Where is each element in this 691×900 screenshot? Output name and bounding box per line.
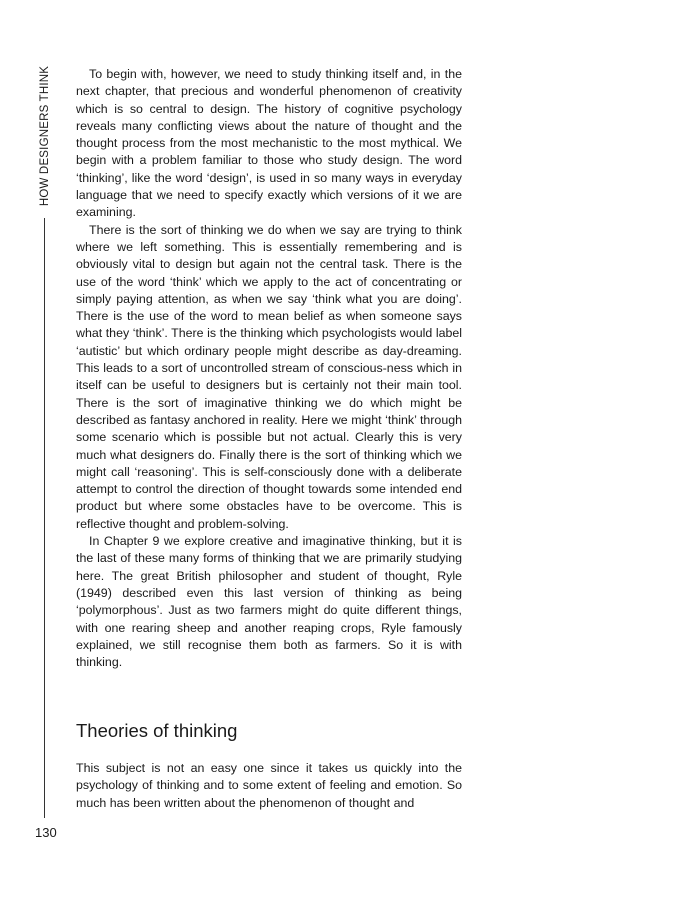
section-paragraph: This subject is not an easy one since it takes us quickly into the psychology of thinking and to some extent of feeling and emotion. So much has been written about the phenomenon of thought and xyxy=(76,761,462,810)
margin-rule xyxy=(44,218,45,818)
section-heading: Theories of thinking xyxy=(76,720,238,741)
running-head-text: HOW DESIGNERS THINK xyxy=(39,65,51,207)
paragraph-2: There is the sort of thinking we do when we say are trying to think where we left something. This is essentially remembering and is obviously vital to design but again not the central task. There is the use of the word ‘think’ which we apply to the act of concentrating or simply paying attention, as when we say ‘think what you are doing’. There is the use of the word to mean belief as when someone says what they ‘think’. There is the thinking which psychologists would label ‘autistic’ but which ordinary people might describe as day-dreaming. This leads to a sort of uncontrolled stream of conscious-ness which in itself can be useful to designers but is certainly not their main tool. There is the sort of imaginative thinking we do which might be described as fantasy anchored in reality. Here we might ‘think’ through some scenario which is possible but not actual. Clearly this is very much what designers do. Finally there is the sort of thinking which we might call ‘reasoning’. This is self-consciously done with a deliberate attempt to control the direction of thought towards some intended end product but where some obstacles have to be overcome. This is reflective thought and problem-solving. xyxy=(76,222,462,531)
body-text xyxy=(76,66,462,671)
paragraph-1: To begin with, however, we need to study thinking itself and, in the next chapter, that precious and wonderful phenomenon of creativity which is so central to design. The history of cognitive psychology reveals many conflicting views about the nature of thought and the thought process from the most mechanistic to the most mythical. We begin with a problem familiar to those who study design. The word ‘thinking’, like the word ‘design’, is used in so many ways in everyday language that we need to specify exactly which versions of it we are examining. xyxy=(76,67,462,220)
paragraph-3: In Chapter 9 we explore creative and imaginative thinking, but it is the last of these many forms of thinking that we are primarily studying here. The great British philosopher and student of thought, Ryle (1949) described even this last version of thinking as being ‘polymorphous’. Just as two farmers might do quite different things, with one rearing sheep and another reaping crops, Ryle famously explained, we still recognise them both as farmers. So it is with thinking. xyxy=(76,534,462,670)
page-number: 130 xyxy=(35,825,57,840)
running-head xyxy=(38,66,52,206)
